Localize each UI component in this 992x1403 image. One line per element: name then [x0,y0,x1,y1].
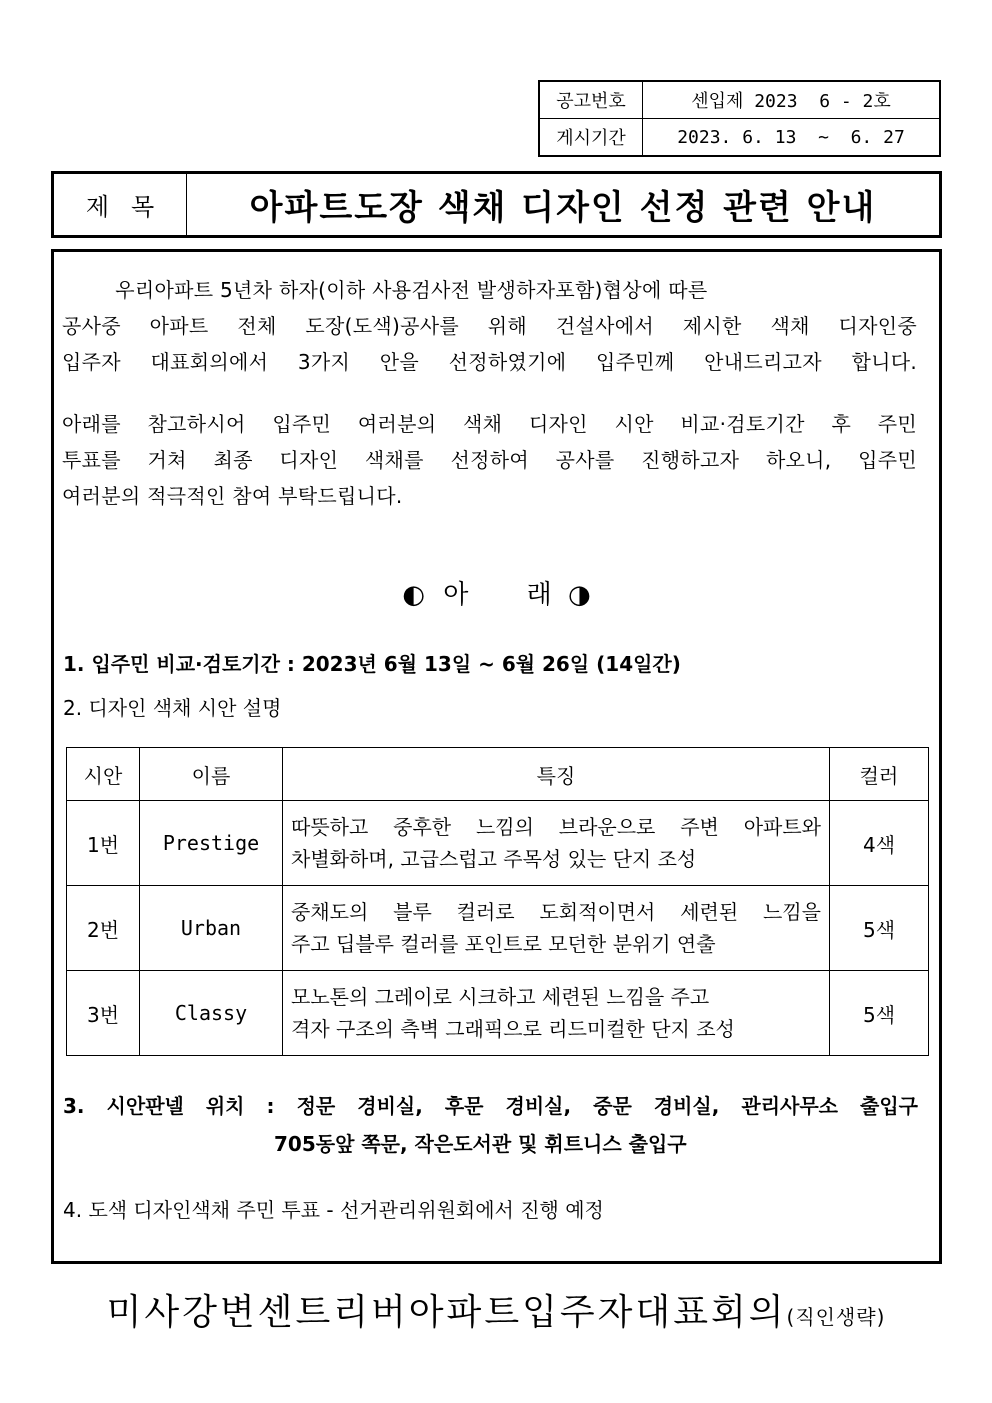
title-label: 제목 [54,174,187,235]
notice-number-row [540,82,940,119]
design-table [66,747,929,1056]
notice-info-table [539,81,940,156]
table-cell-color: 4색 [830,801,929,886]
main-content-box [51,249,942,1264]
title-box [51,171,942,238]
table-row [67,886,929,971]
page-title: 아파트도장 색채 디자인 선정 관련 안내 [249,188,877,228]
table-header-row [67,748,929,801]
feature-line-1: 중채도의 블루 컬러로 도회적이면서 세련된 느낌을 [291,900,821,924]
notice-info-box [538,80,941,157]
table-cell-name: Urban [140,886,283,971]
table-header-feature: 특징 [283,748,830,801]
table-cell-color: 5색 [830,886,929,971]
table-header-color: 컬러 [830,748,929,801]
table-cell-no: 1번 [67,801,140,886]
request-line-2: 투표를 거쳐 최종 디자인 색채를 선정하여 공사를 진행하고자 하오니, 입주민 [62,448,917,472]
table-row [67,801,929,886]
table-row [67,971,929,1056]
request-paragraph [62,406,917,514]
table-cell-no: 2번 [67,886,140,971]
footer-organization: 미사강변센트리버아파트입주자대표회의 [106,1292,787,1333]
notice-period-value: 2023. 6. 13 ~ 6. 27 [643,119,940,156]
feature-line-2: 격자 구조의 측벽 그래픽으로 리드미컬한 단지 조성 [291,1017,735,1041]
request-line-3: 여러분의 적극적인 참여 부탁드립니다. [62,484,403,508]
notice-period-label: 게시기간 [540,119,643,156]
half-circle-left-icon: ◐ [402,580,425,610]
arae-heading [54,574,939,611]
arae-char-rae: 래 [526,580,552,610]
intro-line-2: 공사중 아파트 전체 도장(도색)공사를 위해 건설사에서 제시한 색채 디자인중 [62,314,917,338]
feature-line-2: 주고 딥블루 컬러를 포인트로 모던한 분위기 연출 [291,932,716,956]
intro-line-3: 입주자 대표회의에서 3가지 안을 선정하였기에 입주민께 안내드리고자 합니다. [62,350,917,374]
table-cell-feature [283,971,830,1056]
intro-paragraph [62,272,917,380]
table-cell-no: 3번 [67,971,140,1056]
table-cell-color: 5색 [830,971,929,1056]
intro-line-1: 우리아파트 5년차 하자(이하 사용검사전 발생하자포함)협상에 따른 [62,278,708,302]
table-header-name: 이름 [140,748,283,801]
table-cell-feature [283,801,830,886]
table-header-no: 시안 [67,748,140,801]
item-panel-location-line-1: 3. 시안판넬 위치 : 정문 경비실, 후문 경비실, 중문 경비실, 관리사무소 출입구 [63,1094,918,1118]
table-cell-name: Classy [140,971,283,1056]
half-circle-right-icon: ◑ [568,580,591,610]
feature-line-1: 모노톤의 그레이로 시크하고 세련된 느낌을 주고 [291,985,710,1009]
feature-line-2: 차별화하며, 고급스럽고 주목성 있는 단지 조성 [291,847,697,871]
item-design-description: 2. 디자인 색채 시안 설명 [63,696,282,720]
item-panel-location-line-2: 705동앞 쪽문, 작은도서관 및 휘트니스 출입구 [274,1132,687,1156]
notice-period-row [540,119,940,156]
request-line-1: 아래를 참고하시어 입주민 여러분의 색채 디자인 시안 비교·검토기간 후 주민 [62,412,917,436]
table-cell-feature [283,886,830,971]
notice-number-label: 공고번호 [540,82,643,119]
feature-line-1: 따뜻하고 중후한 느낌의 브라운으로 주변 아파트와 [291,815,821,839]
item-vote: 4. 도색 디자인색채 주민 투표 - 선거관리위원회에서 진행 예정 [63,1198,604,1222]
arae-char-a: 아 [443,580,469,610]
footer-signature [0,1284,992,1335]
item-review-period: 1. 입주민 비교·검토기간 : 2023년 6월 13일 ~ 6월 26일 (14일간) [63,652,681,676]
footer-seal-note: (직인생략) [786,1305,886,1329]
table-cell-name: Prestige [140,801,283,886]
notice-number-value: 센입제 2023 6 - 2호 [643,82,940,119]
